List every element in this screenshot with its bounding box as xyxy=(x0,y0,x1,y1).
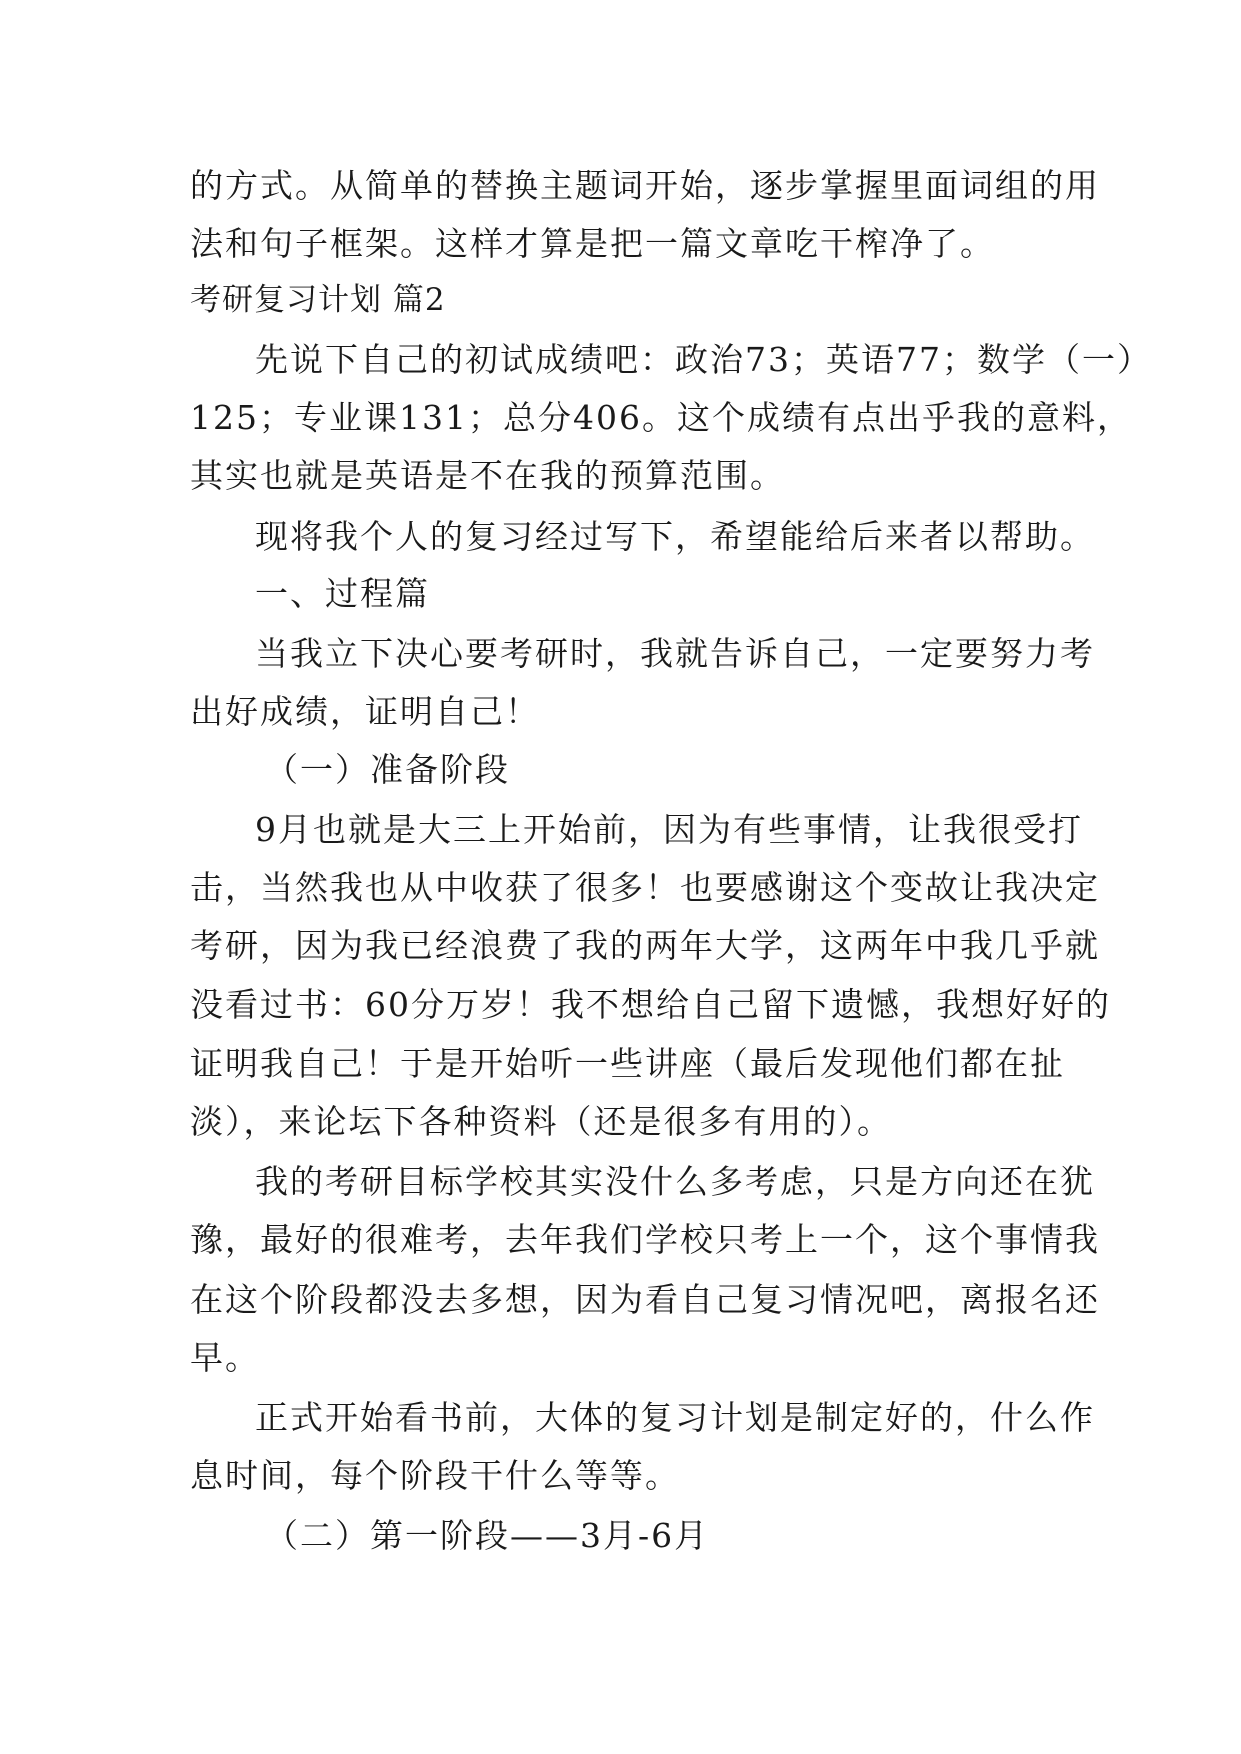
text-line: 我的考研目标学校其实没什么多考虑，只是方向还在犹 xyxy=(255,1162,1095,1201)
text-line: 在这个阶段都没去多想，因为看自己复习情况吧，离报名还 xyxy=(190,1280,1100,1319)
text-line: 击，当然我也从中收获了很多！也要感谢这个变故让我决定 xyxy=(190,868,1100,907)
subsection-heading: （二）第一阶段——3月-6月 xyxy=(265,1516,710,1555)
text-line: 其实也就是英语是不在我的预算范围。 xyxy=(190,456,785,495)
text-line: 先说下自己的初试成绩吧：政治73；英语77；数学（一） xyxy=(255,340,1152,379)
text-line: 证明我自己！于是开始听一些讲座（最后发现他们都在扯 xyxy=(190,1044,1065,1083)
text-line: 法和句子框架。这样才算是把一篇文章吃干榨净了。 xyxy=(190,224,995,263)
subsection-heading: （一）准备阶段 xyxy=(265,750,510,789)
text-line: 没看过书：60分万岁！我不想给自己留下遗憾，我想好好的 xyxy=(190,985,1111,1024)
text-line: 当我立下决心要考研时，我就告诉自己，一定要努力考 xyxy=(255,634,1095,673)
section-heading: 考研复习计划 篇2 xyxy=(190,282,446,318)
subsection-heading: 一、过程篇 xyxy=(255,574,430,613)
text-line: 9月也就是大三上开始前，因为有些事情，让我很受打 xyxy=(255,810,1083,849)
text-line: 豫，最好的很难考，去年我们学校只考上一个，这个事情我 xyxy=(190,1220,1100,1259)
text-line: 出好成绩，证明自己！ xyxy=(190,692,540,731)
text-line: 息时间，每个阶段干什么等等。 xyxy=(190,1456,680,1495)
text-line: 125；专业课131；总分406。这个成绩有点出乎我的意料， xyxy=(190,398,1132,437)
text-line: 现将我个人的复习经过写下，希望能给后来者以帮助。 xyxy=(255,517,1095,556)
text-line: 淡），来论坛下各种资料（还是很多有用的）。 xyxy=(190,1102,892,1141)
text-line: 正式开始看书前，大体的复习计划是制定好的，什么作 xyxy=(255,1398,1095,1437)
text-line: 的方式。从简单的替换主题词开始，逐步掌握里面词组的用 xyxy=(190,166,1100,205)
text-line: 早。 xyxy=(190,1338,260,1377)
text-line: 考研，因为我已经浪费了我的两年大学，这两年中我几乎就 xyxy=(190,926,1100,965)
